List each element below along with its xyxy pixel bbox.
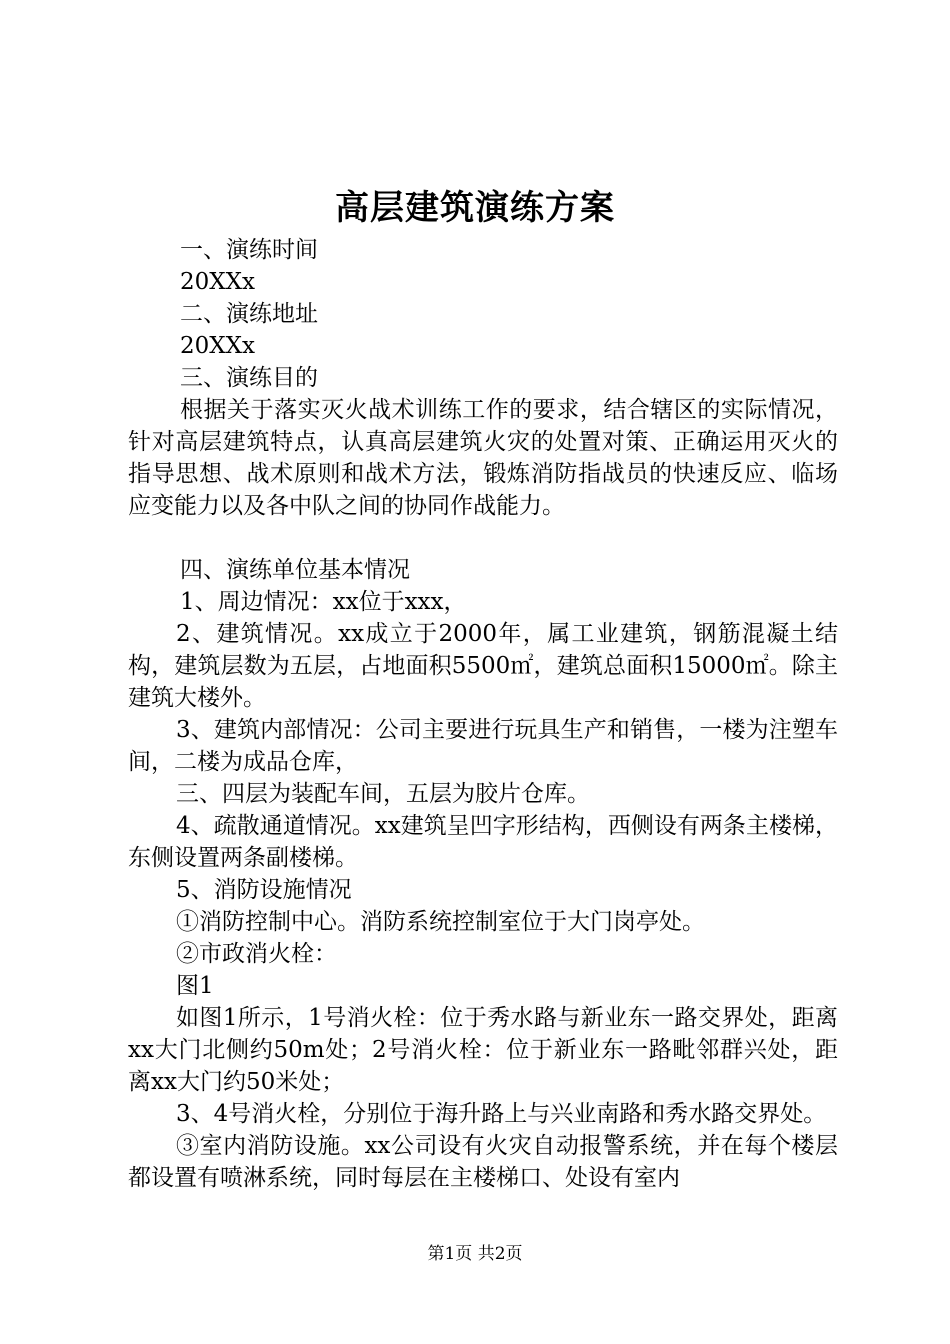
section-heading-purpose: 三、演练目的 <box>180 365 318 391</box>
paragraph-surroundings: 1、周边情况：xx位于xxx， <box>180 589 467 615</box>
paragraph-time-value: 20XXx <box>180 269 255 295</box>
paragraph-gap <box>128 522 838 554</box>
paragraph-building: 2、建筑情况。xx成立于2000年，属工业建筑，钢筋混凝土结构，建筑层数为五层，占地面积5500㎡，建筑总面积15000㎡。除主建筑大楼外。 <box>128 621 838 711</box>
paragraph-floors: 三、四层为装配车间，五层为胶片仓库。 <box>176 781 590 807</box>
document-body <box>128 234 838 1194</box>
paragraph-hydrants: ②市政消火栓： <box>176 941 337 967</box>
paragraph-purpose: 根据关于落实灭火战术训练工作的要求，结合辖区的实际情况，针对高层建筑特点，认真高层建筑火灾的处置对策、正确运用灭火的指导思想、战术原则和战术方法，锻炼消防指战员的快速反应、临场应变能力以及各中队之间的协同作战能力。 <box>128 397 838 519</box>
paragraph-control-center: ①消防控制中心。消防系统控制室位于大门岗亭处。 <box>176 909 705 935</box>
paragraph-hydrant-locations: 如图1所示，1号消火栓：位于秀水路与新业东一路交界处，距离xx大门北侧约50m处；2号消火栓：位于新业东一路毗邻群兴处，距离xx大门约50米处； <box>128 1005 838 1095</box>
paragraph-fire-facilities: 5、消防设施情况 <box>176 877 352 903</box>
paragraph-indoor-facilities: ③室内消防设施。xx公司设有火灾自动报警系统，并在每个楼层都设置有喷淋系统，同时每层在主楼梯口、处设有室内 <box>128 1133 838 1191</box>
figure-caption: 图1 <box>176 973 214 999</box>
section-heading-location: 二、演练地址 <box>180 301 318 327</box>
paragraph-evacuation: 4、疏散通道情况。xx建筑呈凹字形结构，西侧设有两条主楼梯，东侧设置两条副楼梯。 <box>128 813 838 871</box>
page-number: 第1页 共2页 <box>427 1244 523 1264</box>
paragraph-hydrant-3-4: 3、4号消火栓，分别位于海升路上与兴业南路和秀水路交界处。 <box>176 1101 827 1127</box>
section-heading-time: 一、演练时间 <box>180 237 318 263</box>
document-title: 高层建筑演练方案 <box>335 188 615 228</box>
section-heading-unit-info: 四、演练单位基本情况 <box>180 557 410 583</box>
paragraph-location-value: 20XXx <box>180 333 255 359</box>
paragraph-interior: 3、建筑内部情况：公司主要进行玩具生产和销售，一楼为注塑车间，二楼为成品仓库， <box>128 717 838 775</box>
